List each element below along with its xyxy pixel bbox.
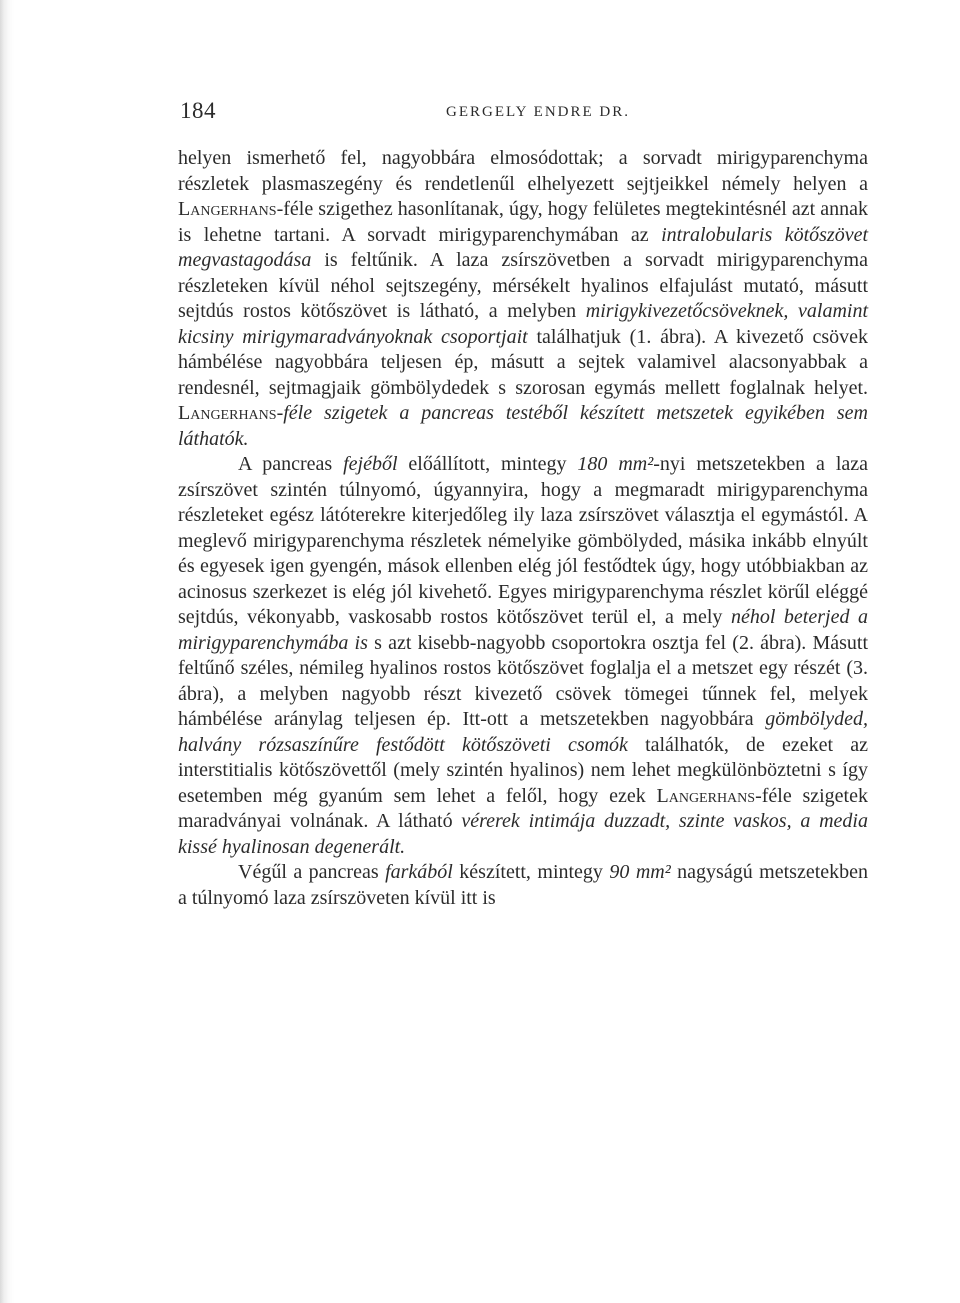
paragraph xyxy=(178,146,868,452)
text-run: -nyi metszetekben a laza zsírszövet szintén túlnyomó, úgyannyira, hogy a megmaradt mirigyparenchyma részleteket egész látóterekre kiterjedőleg ily laza zsírszövet választja el egymástól. A meglevő mirigyparenchyma részletek némelyike gömbölyded, másika inkább elnyúlt és egyesek igen gyengén, mások ellenben elég jól festődtek úgy, hogy utóbbiakban az acinosus szerkezet is elég jól kivehető. Egyes mirigyparenchyma részlet körűl eléggé sejtdús, vékonyabb, vaskosabb rostos kötőszövet terül el, a mely xyxy=(178,453,869,628)
italic-text: gömbölyded, halvány rózsaszínűre festődött kötőszöveti csomók xyxy=(178,708,868,756)
text-run: helyen ismerhető fel, nagyobbára elmosódottak; a sorvadt mirigyparenchyma részletek plasmaszegény és rendetlenűl elhelyezett sejtjeikkel némely helyen a xyxy=(178,147,868,195)
small-caps-name: Langerhans xyxy=(656,784,756,807)
italic-text: néhol beterjed a mirigyparenchymába is xyxy=(178,606,868,654)
text-run: is feltűnik. A laza zsírszövetben a sorvadt mirigyparenchyma részleteken kívül néhol sejtszegény, mérsékelt hyalinos elfajulást mutató, másutt sejtdús rostos kötőszövet is látható, a melyben xyxy=(178,249,868,322)
italic-text: -féle szigetek a pancreas testéből készített metszetek egyikében sem láthatók. xyxy=(178,402,868,450)
paragraph xyxy=(178,452,868,860)
text-run: Végűl a pancreas xyxy=(238,861,386,883)
paragraph xyxy=(178,860,868,911)
page-number: 184 xyxy=(180,98,216,123)
italic-text: fejéből xyxy=(343,453,398,475)
text-run: A pancreas xyxy=(238,453,344,475)
small-caps-name: Langerhans xyxy=(178,402,277,424)
scan-edge xyxy=(0,0,14,1303)
text-run: találhatók, de ezeket az interstitialis kötőszövettől (mely szintén hyalinos) nem lehet megkülönböztetni s így esetemben még gyanúm sem lehet a felől, hogy ezek xyxy=(178,733,868,807)
text-run: találhatjuk (1. ábra). A kivezető csövek hámbélése nagyobbára teljesen ép, másutt a sejtek valamivel alacsonyabbak a rendesnél, sejtmagjaik gömbölydedek s szorosan egymás mellett foglalnak helyet. xyxy=(178,325,868,399)
italic-text: 90 mm² xyxy=(609,861,671,883)
page-header xyxy=(178,94,868,134)
text-run: nagyságú metszetekben a túlnyomó laza zsírszöveten kívül itt is xyxy=(178,861,869,909)
italic-text: vérerek intimája duzzadt, szinte vaskos, a media kissé hyalinosan degenerált. xyxy=(178,810,868,858)
text-run: előállított, mintegy xyxy=(397,453,578,475)
italic-text: farkából xyxy=(385,861,453,883)
body-text xyxy=(178,146,868,911)
italic-text: intralobularis kötőszövet megvastagodása xyxy=(178,223,868,271)
small-caps-name: Langerhans xyxy=(178,198,277,220)
text-run: s azt kisebb-nagyobb csoportokra osztja fel (2. ábra). Másutt feltűnő széles, némileg hyalinos rostos kötőszövet foglalja el a metszet egy részét (3. ábra), a melyben nagyobb részt kivezető csövek tömegei tűnnek fel, melyek hámbélése aránylag teljesen ép. Itt-ott a metszetekben nagyobbára xyxy=(178,631,868,730)
text-run: készített, mintegy xyxy=(452,861,610,883)
text-run: -féle szigetek maradványai volnának. A látható xyxy=(178,784,868,832)
book-page xyxy=(178,94,868,911)
running-head: GERGELY ENDRE DR. xyxy=(446,104,631,120)
italic-text: mirigykivezetőcsöveknek, valamint kicsiny mirigymaradványoknak csoportjait xyxy=(178,300,869,348)
italic-text: 180 mm² xyxy=(577,453,654,475)
text-run: -féle szigethez hasonlítanak, úgy, hogy felületes megtekintésnél azt annak is lehetne tartani. A sorvadt mirigyparenchymában az xyxy=(178,198,868,246)
